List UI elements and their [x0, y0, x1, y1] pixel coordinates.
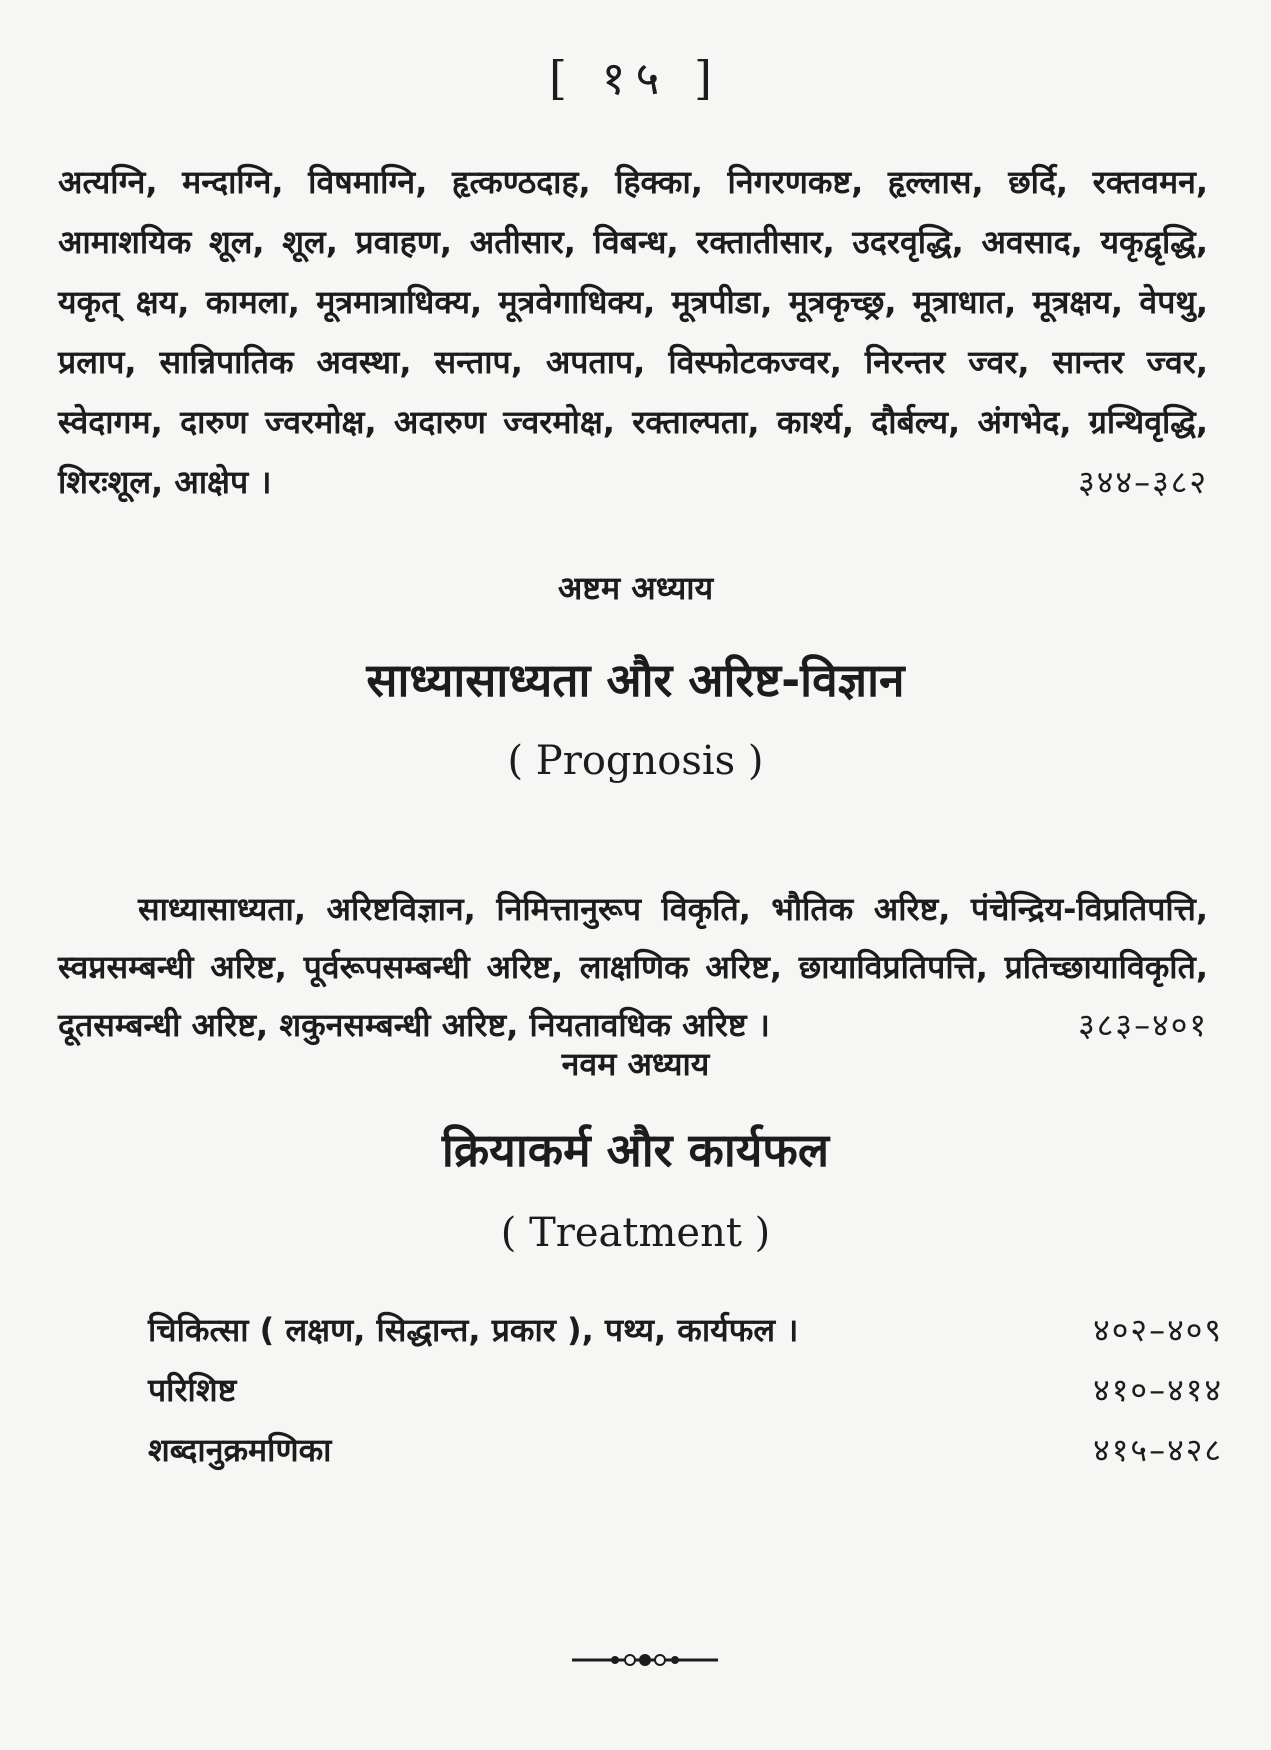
chapter8-topics: साध्यासाध्यता, अरिष्टविज्ञान, निमित्तानुरूप विकृति, भौतिक अरिष्ट, पंचेन्द्रिय-विप्रतिपत्ति, स्वप्नसम्बन्धी अरिष्ट, पूर्वरूपसम्बन्धी अरिष्ट, लाक्षणिक अरिष्ट, छायाविप्रतिपत्ति, प्रतिच्छायाविकृति, दूतसम्बन्धी अरिष्ट, शकुनसम्बन्धी अरिष्ट, नियतावधिक अरिष्ट ।: [58, 890, 1208, 1044]
entry-title: परिशिष्ट: [148, 1371, 237, 1409]
chapter8-subtitle: ( Prognosis ): [507, 738, 764, 784]
chapter7-page-range: ३४४–३८२: [1078, 463, 1208, 501]
chapter9-entry-treatment: [148, 1300, 1223, 1360]
chapter8-title: साध्यासाध्यता और अरिष्ट-विज्ञान: [366, 653, 905, 707]
chapter8-contents: [58, 880, 1208, 1054]
chapter8-page-range: ३८३–४०१: [1078, 1006, 1208, 1044]
chapter9-entry-index: [148, 1420, 1223, 1480]
chapter7-topics: अत्यग्नि, मन्दाग्नि, विषमाग्नि, हृत्कण्ठदाह, हिक्का, निगरणकष्ट, हृल्लास, छर्दि, रक्तवमन, आमाशयिक शूल, शूल, प्रवाहण, अतीसार, विबन्ध, रक्तातीसार, उदरवृद्धि, अवसाद, यकृद्वृद्धि, यकृत् क्षय, कामला, मूत्रमात्राधिक्य, मूत्रवेगाधिक्य, मूत्रपीडा, मूत्रकृच्छ्र, मूत्राधात, मूत्रक्षय, वेपथु, प्रलाप, सान्निपातिक अवस्था, सन्ताप, अपताप, विस्फोटकज्वर, निरन्तर ज्वर, सान्तर ज्वर, स्वेदागम, दारुण ज्वरमोक्ष, अदारुण ज्वरमोक्ष, रक्ताल्पता, कार्श्य, दौर्बल्य, अंगभेद, ग्रन्थिवृद्धि, शिरःशूल, आक्षेप ।: [58, 163, 1208, 501]
chapter9-entry-appendix: [148, 1360, 1223, 1420]
entry-page-range: ४१०–४१४: [1093, 1371, 1223, 1409]
entry-page-range: ४०२–४०९: [1093, 1311, 1223, 1349]
ornament-divider-icon: [570, 1650, 720, 1670]
chapter9-subtitle: ( Treatment ): [500, 1210, 771, 1256]
entry-page-range: ४१५–४२८: [1093, 1431, 1223, 1469]
entry-title: चिकित्सा ( लक्षण, सिद्धान्त, प्रकार ), पथ्य, कार्यफल ।: [148, 1311, 799, 1349]
chapter8-label: अष्टम अध्याय: [557, 569, 714, 607]
page-number: [ १५ ]: [549, 51, 722, 105]
chapter9-label: नवम अध्याय: [561, 1045, 710, 1083]
entry-title: शब्दानुक्रमणिका: [148, 1431, 332, 1469]
chapter9-title: क्रियाकर्म और कार्यफल: [441, 1123, 830, 1177]
chapter7-contents-tail: [58, 152, 1208, 512]
